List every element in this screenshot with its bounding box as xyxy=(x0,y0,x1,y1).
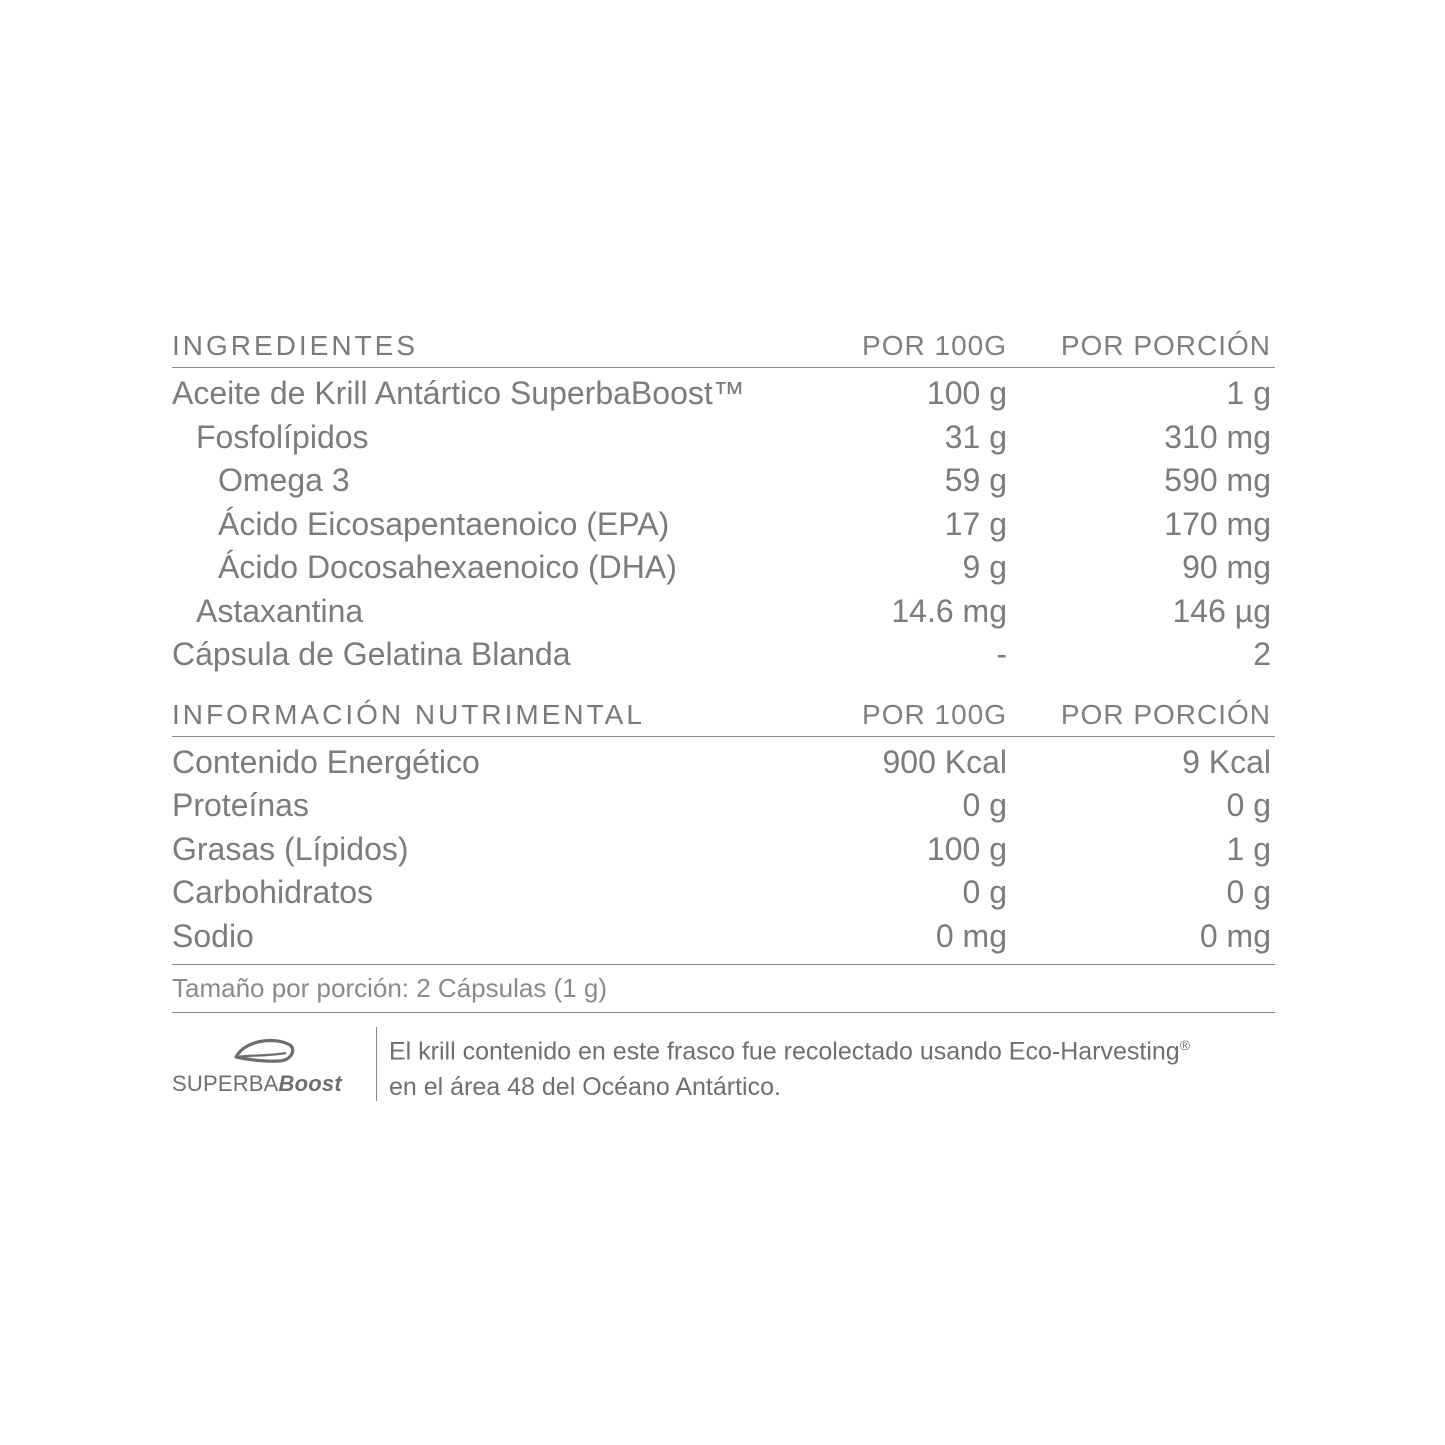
row-value-per100g: 0 g xyxy=(962,787,1007,824)
table-row xyxy=(172,633,1275,677)
row-value-per100g: 0 mg xyxy=(935,917,1007,954)
footer xyxy=(172,1027,1275,1105)
row-value-per-serving: 0 mg xyxy=(1199,917,1271,954)
row-name: Grasas (Lípidos) xyxy=(172,830,409,867)
table-row xyxy=(172,459,1275,503)
serving-size xyxy=(172,965,1275,1013)
row-value-per-serving: 590 mg xyxy=(1164,462,1271,499)
row-value-per100g: 9 g xyxy=(962,549,1007,586)
row-name: Ácido Docosahexaenoico (DHA) xyxy=(218,549,677,586)
superbaboost-logo xyxy=(172,1027,372,1103)
row-value-per-serving: 0 g xyxy=(1226,787,1271,824)
ingredients-col-per-serving: POR PORCIÓN xyxy=(1060,330,1271,361)
ingredients-header xyxy=(172,322,1275,368)
nutrition-panel xyxy=(172,322,1275,1105)
ingredients-title: INGREDIENTES xyxy=(172,330,419,361)
note-line-2: en el área 48 del Océano Antártico. xyxy=(389,1073,781,1102)
row-value-per-serving: 0 g xyxy=(1226,874,1271,911)
row-value-per-serving: 1 g xyxy=(1226,830,1271,867)
eco-harvesting-note xyxy=(389,1027,1190,1105)
table-row xyxy=(172,784,1275,828)
row-value-per100g: 100 g xyxy=(926,830,1007,867)
ingredients-col-per100g: POR 100G xyxy=(862,330,1007,361)
row-value-per-serving: 170 mg xyxy=(1164,505,1271,542)
logo-wordmark xyxy=(172,1071,342,1097)
table-row xyxy=(172,915,1275,959)
nutrition-title: INFORMACIÓN NUTRIMENTAL xyxy=(172,698,645,730)
row-value-per-serving: 1 g xyxy=(1226,375,1271,412)
row-name: Omega 3 xyxy=(218,462,350,499)
table-row xyxy=(172,741,1275,785)
row-value-per-serving: 310 mg xyxy=(1164,418,1271,455)
serving-size-text: Tamaño por porción: 2 Cápsulas (1 g) xyxy=(172,973,608,1003)
row-name: Carbohidratos xyxy=(172,874,373,911)
row-name: Cápsula de Gelatina Blanda xyxy=(172,636,571,673)
row-value-per100g: 0 g xyxy=(962,874,1007,911)
row-name: Aceite de Krill Antártico SuperbaBoost™ xyxy=(172,375,745,412)
table-row xyxy=(172,416,1275,460)
row-name: Fosfolípidos xyxy=(196,418,369,455)
row-name: Ácido Eicosapentaenoico (EPA) xyxy=(218,505,670,542)
row-value-per-serving: 9 Kcal xyxy=(1182,743,1271,780)
table-row xyxy=(172,590,1275,634)
row-value-per-serving: 2 xyxy=(1253,636,1271,673)
logo-text-bold: Boost xyxy=(278,1071,342,1096)
nutrition-rows xyxy=(172,737,1275,959)
nutrition-col-per100g: POR 100G xyxy=(862,698,1007,730)
logo-text-regular: SUPERBA xyxy=(172,1071,279,1096)
nutrition-col-per-serving: POR PORCIÓN xyxy=(1060,698,1271,730)
row-value-per100g: 14.6 mg xyxy=(891,592,1007,629)
row-value-per-serving: 146 µg xyxy=(1172,592,1271,629)
table-row xyxy=(172,503,1275,547)
row-value-per100g: 59 g xyxy=(944,462,1007,499)
note-line-1 xyxy=(389,1027,1190,1069)
table-row xyxy=(172,871,1275,915)
row-name: Sodio xyxy=(172,917,254,954)
table-row xyxy=(172,546,1275,590)
note-line-1-text: El krill contenido en este frasco fue recolectado usando Eco-Harvesting xyxy=(389,1037,1180,1066)
row-value-per100g: 100 g xyxy=(926,375,1007,412)
registered-mark: ® xyxy=(1179,1037,1191,1053)
row-name: Astaxantina xyxy=(196,592,364,629)
row-name: Contenido Energético xyxy=(172,743,480,780)
row-value-per100g: 31 g xyxy=(944,418,1007,455)
row-name: Proteínas xyxy=(172,787,309,824)
nutrition-header xyxy=(172,691,1275,737)
row-value-per100g: 900 Kcal xyxy=(882,743,1007,780)
footer-divider xyxy=(376,1027,377,1101)
table-row xyxy=(172,372,1275,416)
row-value-per100g: 17 g xyxy=(944,505,1007,542)
row-value-per100g: - xyxy=(996,636,1007,673)
table-row xyxy=(172,828,1275,872)
section-gap xyxy=(172,677,1275,691)
row-value-per-serving: 90 mg xyxy=(1182,549,1271,586)
ingredients-rows xyxy=(172,368,1275,677)
drop-swoosh-icon xyxy=(232,1035,296,1065)
